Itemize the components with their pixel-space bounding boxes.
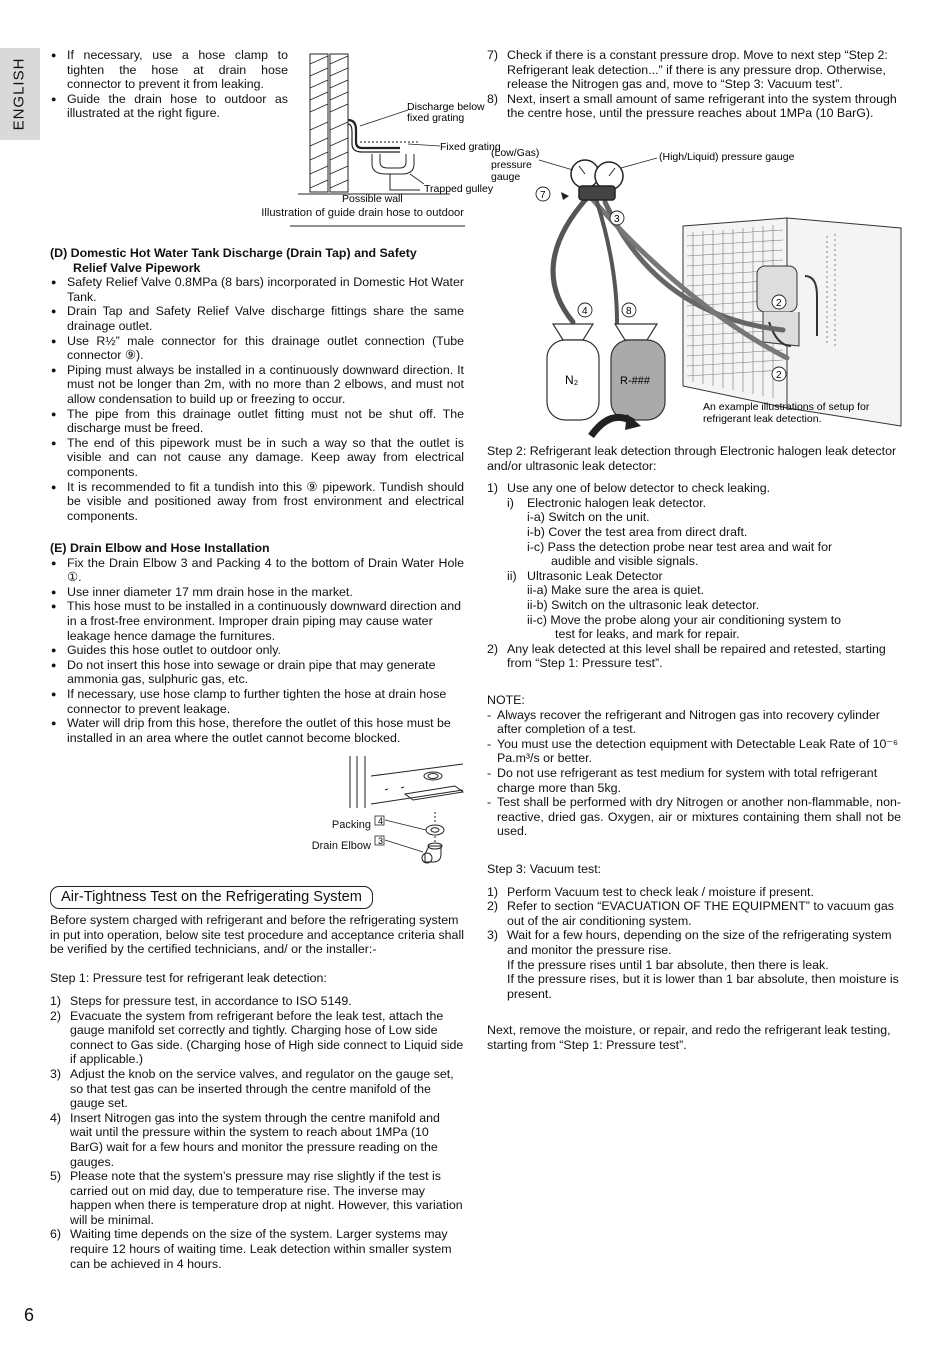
right-column <box>487 48 901 1052</box>
list-item: ● Piping must always be installed in a continuously downward direction. It must not be longer than 2m, with no more than 2 elbows, and must not allow condensation to build up or freezing to occur. <box>50 363 464 407</box>
list-item: audible and visible signals. <box>551 554 699 569</box>
figure-caption-1: An example illustrations of setup for <box>703 401 870 413</box>
drain-intro <box>50 48 288 121</box>
item-text: Waiting time depends on the size of the system. Larger systems may require 12 hours of waiting time. Leak detection within smaller system can be achieved in 4 hours. <box>70 1227 452 1271</box>
item-text: Wait for a few hours, depending on the size of the refrigerating system and monitor the pressure rise. <box>507 928 892 957</box>
item-number: 3) <box>50 1066 62 1081</box>
callout-8: 8 <box>626 306 632 317</box>
notes-list <box>487 708 901 839</box>
air-tightness-title: Air-Tightness Test on the Refrigerating System <box>50 886 373 909</box>
item-text: Refer to section “EVACUATION OF THE EQUIPMENT” to vacuum gas out of the air conditioning system. <box>507 899 894 928</box>
figure-caption-2: refrigerant leak detection. <box>703 413 822 425</box>
step3-title: Step 3: Vacuum test: <box>487 862 602 876</box>
list-item <box>487 708 901 737</box>
list-item: ● Fix the Drain Elbow 3 and Packing 4 to the bottom of Drain Water Hole ①. <box>50 556 464 585</box>
leak-detection-figure <box>487 146 901 436</box>
step1-title: Step 1: Pressure test for refrigerant leak detection: <box>50 971 327 986</box>
step1-list <box>50 994 464 1271</box>
section-e-heading: (E) Drain Elbow and Hose Installation <box>50 541 270 555</box>
list-item <box>487 795 901 839</box>
item-text: Ultrasonic Leak Detector <box>527 568 663 583</box>
high-gauge-label: (High/Liquid) pressure gauge <box>659 151 795 163</box>
list-item <box>50 1169 464 1227</box>
item-number: 4) <box>50 1110 62 1125</box>
drain-figure-caption: Illustration of guide drain hose to outdoor <box>261 207 464 219</box>
list-item <box>487 899 901 928</box>
list-item: ● If necessary, use a hose clamp to tighten the hose at drain hose connector to prevent it from leaking. <box>50 48 288 92</box>
list-item <box>487 496 901 511</box>
item-number: 2) <box>487 641 499 656</box>
list-item <box>50 1111 464 1169</box>
elbow-number: 3 <box>378 836 384 846</box>
steps-7-8 <box>487 48 901 121</box>
dash: - <box>487 736 492 751</box>
air-tightness-intro: Before system charged with refrigerant and before the refrigerating system in put into operation, below site test procedure and acceptance criteria shall be verified by the certified technicians, and/ or the installer:- <box>50 913 464 957</box>
n2-label: N₂ <box>565 373 579 387</box>
note-text: Test shall be performed with dry Nitrogen or another non-flammable, non-reactive, dried gas. Oxygen, air or mixtures containing them shall not be used. <box>497 795 901 839</box>
list-item: i-c) Pass the detection probe near test area and wait for <box>527 539 833 554</box>
list-item: ● Water will drip from this hose, therefore the outlet of this hose must be installed in an area where the outlet cannot become blocked. <box>50 716 464 745</box>
list-item <box>487 928 901 957</box>
note-text: Always recover the refrigerant and Nitrogen gas into recovery cylinder after completion of a test. <box>497 707 880 737</box>
language-tab-label: ENGLISH <box>10 57 28 131</box>
item-text: Insert Nitrogen gas into the system through the centre manifold and wait until the pressure within the system to reach about 1MPa (10 BarG) wait for a few hours and monitor the pressure reading on the gauges. <box>70 1110 440 1169</box>
list-item: ● Use R½” male connector for this drainage outlet connection (Tube connector ⑨). <box>50 334 464 363</box>
low-gauge-label-3: gauge <box>491 171 521 183</box>
item-text: Adjust the knob on the service valves, and regulator on the gauge set, so that test gas can be inserted through the centre manifold of the gauge set. <box>70 1066 454 1111</box>
item-number: 1) <box>487 884 499 899</box>
list-item: ii-b) Switch on the ultrasonic leak detector. <box>527 597 760 612</box>
list-item <box>50 1009 464 1067</box>
item-number: 8) <box>487 91 499 106</box>
low-gauge-label-1: (Low/Gas) <box>491 147 540 159</box>
item-text: Next, insert a small amount of same refrigerant into the system through the centre hose, until the pressure reaches about 1MPa (10 BarG). <box>507 91 897 121</box>
list-item <box>487 642 901 671</box>
item-text: Use any one of below detector to check leaking. <box>507 481 771 496</box>
list-item: ● The pipe from this drainage outlet fitting must not be shut off. The discharge must be freed. <box>50 407 464 436</box>
closing-text: Next, remove the moisture, or repair, and redo the refrigerant leak testing, starting from “Step 1: Pressure test”. <box>487 1023 891 1052</box>
list-item: ● Guides this hose outlet to outdoor only. <box>50 643 464 658</box>
list-item: ● Drain Tap and Safety Relief Valve discharge fittings share the same drainage outlet. <box>50 304 464 333</box>
callout-2a: 2 <box>776 298 782 309</box>
item-number: 3) <box>487 928 499 943</box>
item-number: ii) <box>507 568 517 583</box>
label-discharge-2: fixed grating <box>407 112 465 124</box>
list-item: ii-c) Move the probe along your air conditioning system to <box>527 612 842 627</box>
step3-section <box>487 862 901 1053</box>
drain-elbow-label: Drain Elbow <box>311 840 371 852</box>
list-item: test for leaks, and mark for repair. <box>555 627 740 642</box>
step3-extra-1: If the pressure rises until 1 bar absolute, then there is leak. <box>507 957 829 972</box>
section-d-heading-line2: Relief Valve Pipework <box>73 260 201 275</box>
page-number: 6 <box>24 1305 35 1325</box>
list-item: ● This hose must to be installed in a continuously downward direction and in a frost-free environment. Improper drain piping may cause water leakage hence damage the furnitures. <box>50 599 464 643</box>
list-item: ● It is recommended to fit a tundish into this ⑨ pipework. Tundish should be visible and positioned away from frost environment and electrical components. <box>50 480 464 524</box>
list-item <box>487 48 901 92</box>
callout-3: 3 <box>614 214 620 225</box>
list-item: ● Use inner diameter 17 mm drain hose in the market. <box>50 585 464 600</box>
list-item <box>487 766 901 795</box>
label-discharge: Discharge below <box>407 101 485 113</box>
list-item: i-b) Cover the test area from direct draft. <box>527 524 748 539</box>
list-item <box>50 1067 464 1111</box>
air-tightness-section <box>50 886 464 1271</box>
packing-number: 4 <box>378 816 384 826</box>
note-title: NOTE: <box>487 693 525 707</box>
list-item: ● The end of this pipework must be in such a way so that the outlet is visible and can not cause any damage. Keep away from electrical components. <box>50 436 464 480</box>
list-item <box>487 885 901 900</box>
item-text: Any leak detected at this level shall be repaired and retested, starting from “Step 1: Pressure test”. <box>507 641 886 671</box>
item-number: 2) <box>50 1008 62 1023</box>
item-text: Electronic halogen leak detector. <box>527 495 707 510</box>
section-d-heading-line1: (D) Domestic Hot Water Tank Discharge (Drain Tap) and Safety <box>50 246 417 260</box>
refrigerant-label: R-### <box>620 375 650 387</box>
list-item: ● If necessary, use hose clamp to further tighten the hose at drain hose connector to prevent leakage. <box>50 687 464 716</box>
notes-section <box>487 693 901 839</box>
item-text: Please note that the system’s pressure may rise slightly if the test is carried out on mid day, due to temperature rise. The inverse may happen when there is temperature drop at night. However, this variation will be minimal. <box>70 1169 463 1227</box>
list-item: ii-a) Make sure the area is quiet. <box>527 583 704 598</box>
callout-4: 4 <box>582 306 588 317</box>
packing-label: Packing <box>331 819 371 831</box>
item-text: Check if there is a constant pressure drop. Move to next step “Step 2: Refrigerant leak detection...” if there is any pressure drop. Otherwise, release the Nitrogen gas and, move to “Step 3: Vacuum test”. <box>507 48 888 92</box>
label-fixed-grating: Fixed grating <box>440 141 501 153</box>
item-number: i) <box>507 495 514 510</box>
item-number: 7) <box>487 48 499 62</box>
section-d <box>50 246 464 523</box>
item-number: 1) <box>50 993 62 1008</box>
dash: - <box>487 707 492 722</box>
step2-list <box>487 481 901 671</box>
callout-2b: 2 <box>776 370 782 381</box>
step2-title: Step 2: Refrigerant leak detection through Electronic halogen leak detector and/or ultrasonic leak detector: <box>487 444 897 473</box>
list-item: i-a) Switch on the unit. <box>527 510 650 525</box>
section-d-heading <box>50 246 464 275</box>
drain-hose-figure <box>290 50 501 226</box>
note-text: Do not use refrigerant as test medium for system with total refrigerant charge more than 5kg. <box>497 765 878 795</box>
label-possible-wall: Possible wall <box>342 193 403 205</box>
language-tab <box>0 48 40 140</box>
dash: - <box>487 765 492 780</box>
section-e <box>50 541 464 745</box>
list-item: ● Do not insert this hose into sewage or drain pipe that may generate ammonia gas, sulphuric gas, etc. <box>50 658 464 687</box>
label-trapped-gulley: Trapped gulley <box>424 183 494 195</box>
list-item <box>50 994 464 1009</box>
step2-section <box>487 444 901 671</box>
item-number: 6) <box>50 1227 62 1242</box>
item-text: Steps for pressure test, in accordance to ISO 5149. <box>70 993 352 1008</box>
item-text: Evacuate the system from refrigerant before the leak test, attach the gauge manifold set correctly and tightly. Charging hose of Low side connect to Gas side. (Charging hose of High side connect to Liquid side if applicable.) <box>70 1008 464 1067</box>
item-text: Perform Vacuum test to check leak / moisture if present. <box>507 884 814 899</box>
list-item <box>50 1227 464 1271</box>
list-item: ● Safety Relief Valve 0.8MPa (8 bars) incorporated in Domestic Hot Water Tank. <box>50 275 464 304</box>
list-item: ● Guide the drain hose to outdoor as illustrated at the right figure. <box>50 92 288 121</box>
drain-elbow-figure <box>305 754 465 872</box>
list-item <box>487 737 901 766</box>
list-item <box>487 569 901 584</box>
item-number: 5) <box>50 1169 62 1184</box>
left-column <box>50 48 501 1271</box>
item-number: 2) <box>487 899 499 914</box>
step3-extra-2: If the pressure rises, but it is lower than 1 bar absolute, then moisture is present. <box>507 972 899 1001</box>
step3-list <box>487 885 901 958</box>
dash: - <box>487 795 492 810</box>
callout-7: 7 <box>540 190 546 201</box>
list-item <box>487 481 901 496</box>
low-gauge-label-2: pressure <box>491 159 532 171</box>
list-item <box>487 92 901 121</box>
note-text: You must use the detection equipment with Detectable Leak Rate of 10⁻⁶ Pa.m³/s or better. <box>497 736 899 766</box>
item-number: 1) <box>487 481 499 496</box>
